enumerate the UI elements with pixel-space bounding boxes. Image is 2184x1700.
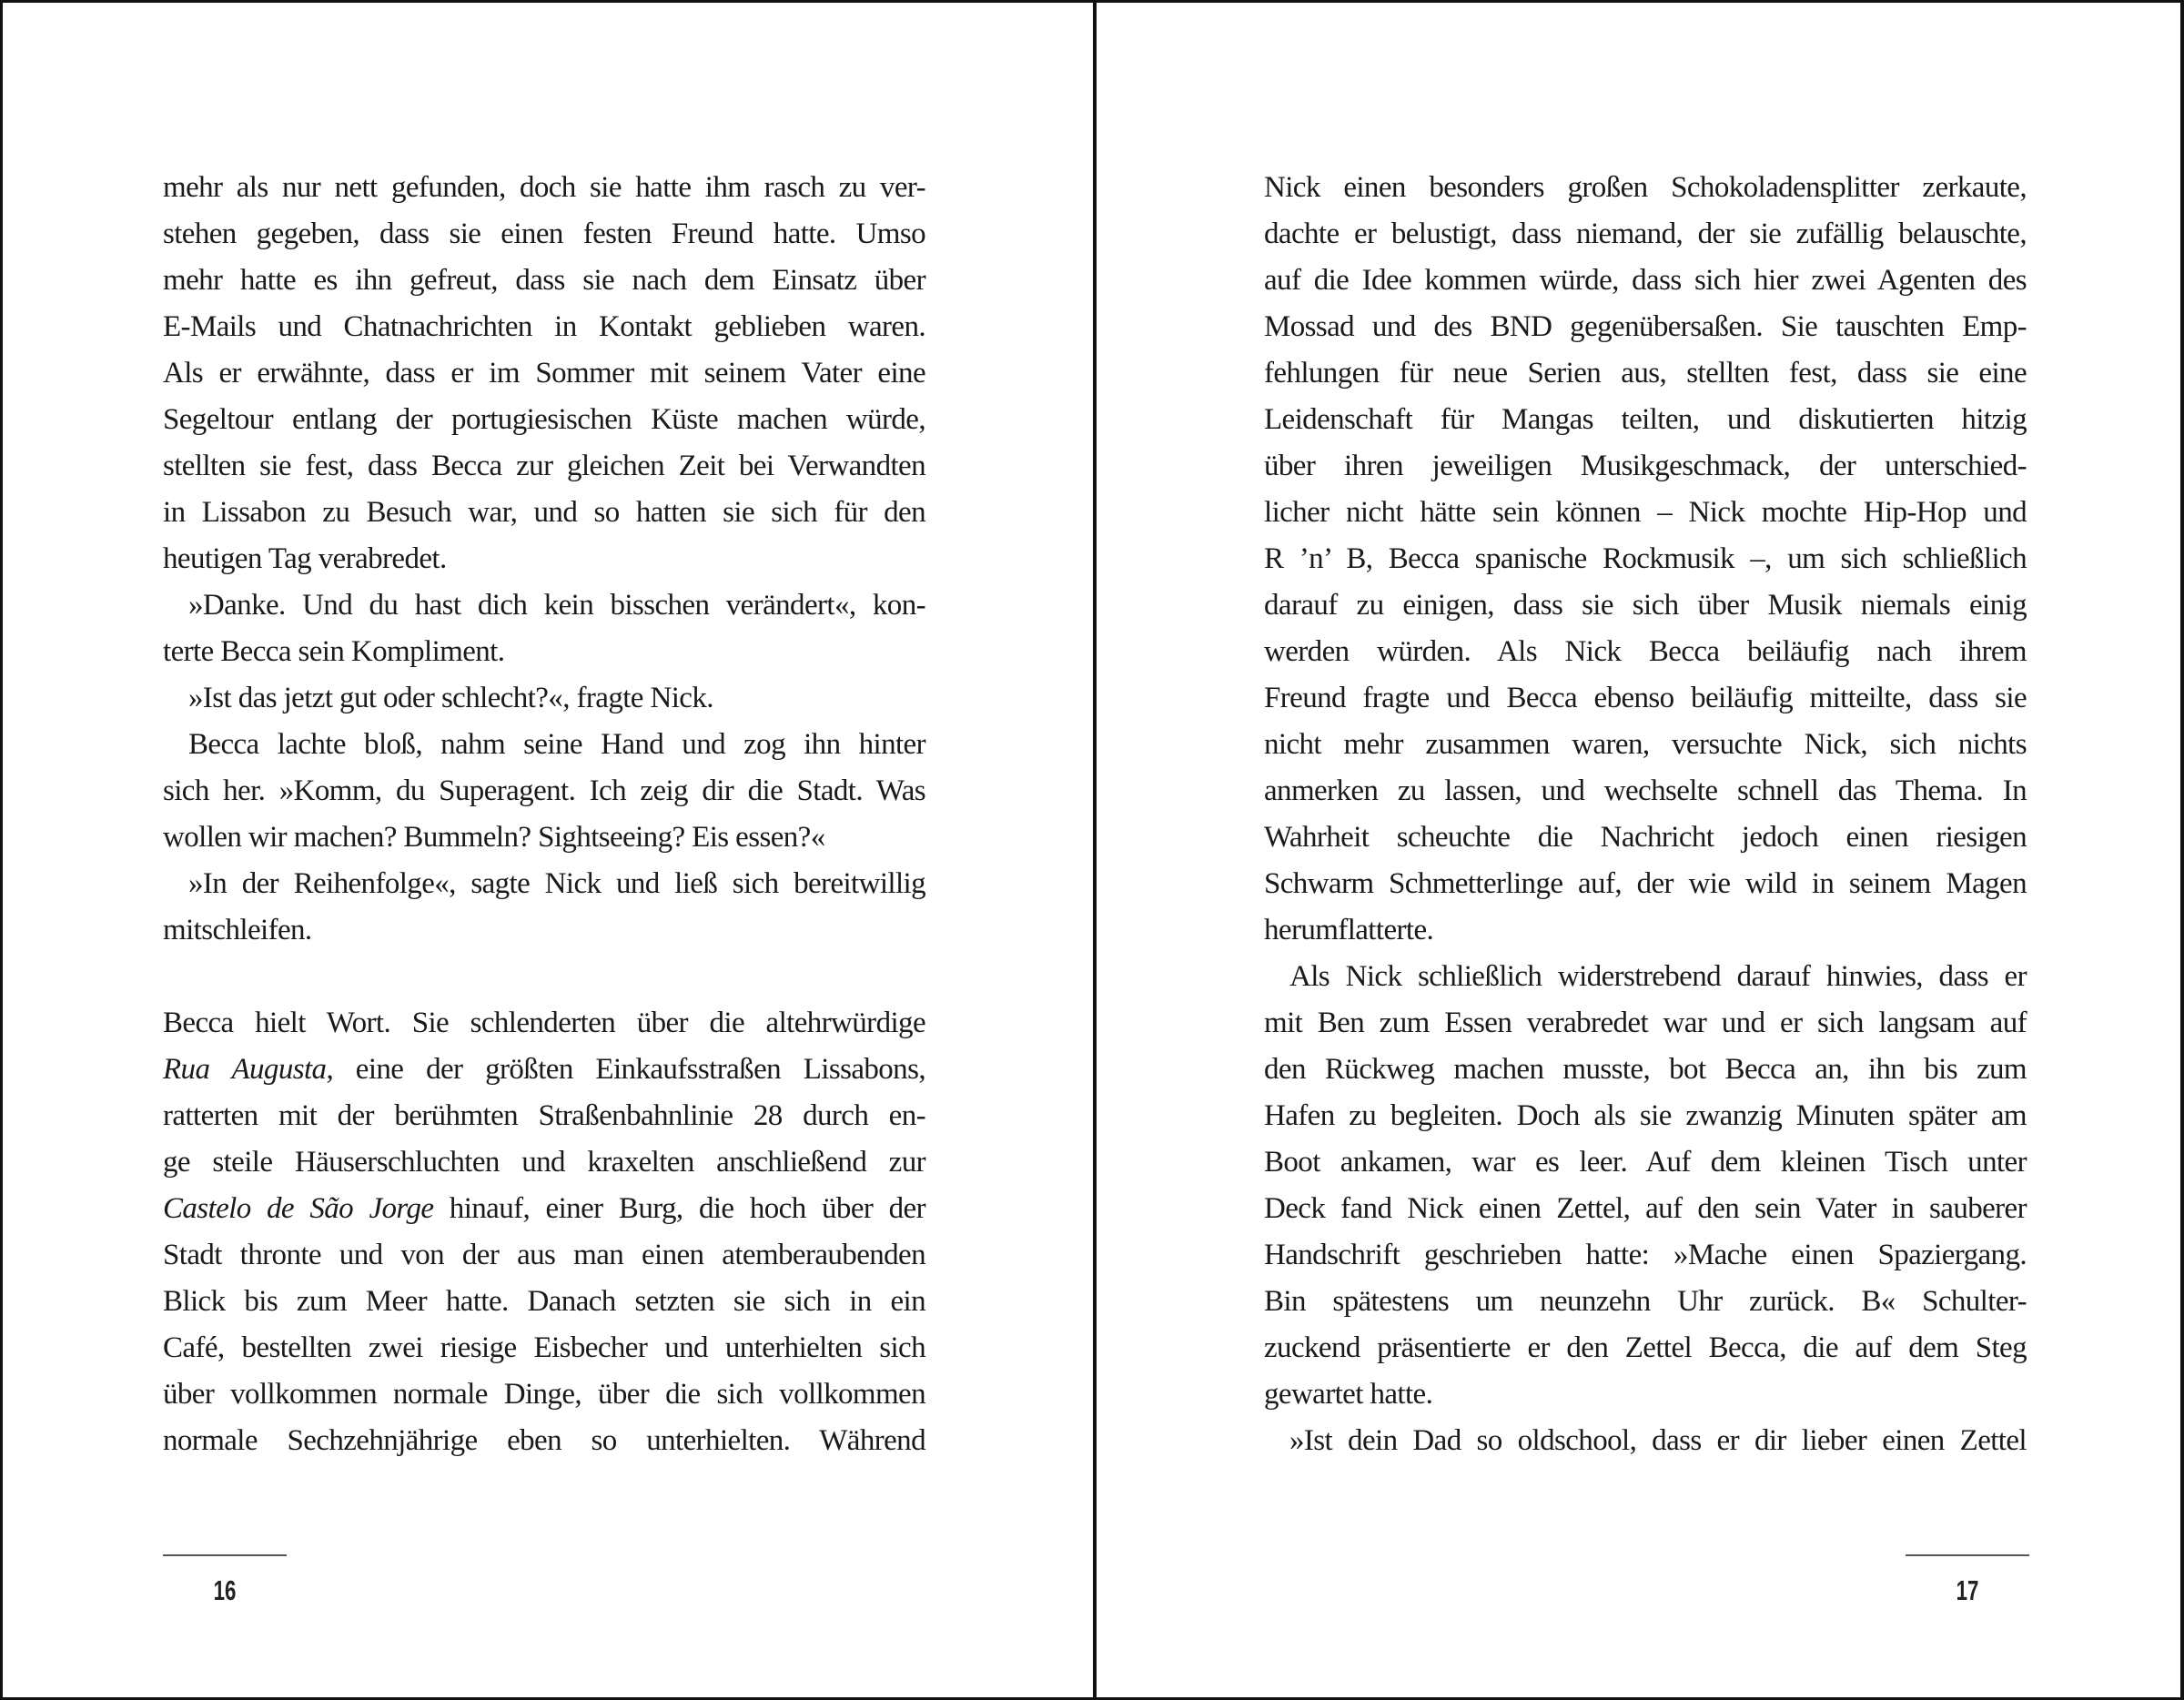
text-line: E-Mails und Chatnachrichten in Kontakt geblieben waren. [163, 310, 925, 343]
text-line: ratterten mit der berühmten Straßenbahnlinie 28 durch en- [163, 1099, 925, 1132]
footer-rule [1906, 1554, 2029, 1556]
text-line: nicht mehr zusammen waren, versuchte Nick, sich nichts [1264, 728, 2027, 761]
text-line: mit Ben zum Essen verabredet war und er sich langsam auf [1264, 1007, 2027, 1039]
text-line: »In der Reihenfolge«, sagte Nick und ließ sich bereitwillig [188, 867, 925, 900]
text-line: terte Becca sein Kompliment. [163, 635, 505, 668]
text-line: Handschrift geschrieben hatte: »Mache einen Spaziergang. [1264, 1239, 2027, 1271]
text-line: Nick einen besonders großen Schokoladensplitter zerkaute, [1264, 171, 2027, 204]
text-line: Schwarm Schmetterlinge auf, der wie wild in seinem Magen [1264, 867, 2027, 900]
text-line: dachte er belustigt, dass niemand, der sie zufällig belauschte, [1264, 218, 2027, 250]
footer-rule [163, 1554, 287, 1556]
text-line: sich her. »Komm, du Superagent. Ich zeig dir die Stadt. Was [163, 774, 925, 807]
text-line: werden würden. Als Nick Becca beiläufig nach ihrem [1264, 635, 2027, 668]
text-line-rest: hinauf, einer Burg, die hoch über der [433, 1192, 925, 1225]
text-line: Café, bestellten zwei riesige Eisbecher und unterhielten sich [163, 1331, 925, 1364]
text-line: Becca hielt Wort. Sie schlenderten über die altehrwürdige [163, 1007, 925, 1039]
text-line [163, 1186, 925, 1232]
text-line: Deck fand Nick einen Zettel, auf den sein Vater in sauberer [1264, 1192, 2027, 1225]
text-line: den Rückweg machen musste, bot Becca an, ihn bis zum [1264, 1053, 2027, 1086]
text-line: »Danke. Und du hast dich kein bisschen verändert«, kon- [188, 589, 925, 622]
text-line: wollen wir machen? Bummeln? Sightseeing? Eis essen?« [163, 821, 825, 854]
text-line: »Ist das jetzt gut oder schlecht?«, fragte Nick. [188, 682, 713, 714]
text-line: R ’n’ B, Becca spanische Rockmusik –, um sich schließlich [1264, 542, 2027, 575]
text-line: über ihren jeweiligen Musikgeschmack, der unterschied- [1264, 450, 2027, 482]
text-line: zuckend präsentierte er den Zettel Becca, die auf dem Steg [1264, 1331, 2027, 1364]
text-line: Segeltour entlang der portugiesischen Küste machen würde, [163, 403, 925, 436]
text-line: Becca lachte bloß, nahm seine Hand und zog ihn hinter [188, 728, 925, 761]
text-line: normale Sechzehnjährige eben so unterhielten. Während [163, 1424, 925, 1457]
text-line: stellten sie fest, dass Becca zur gleichen Zeit bei Verwandten [163, 450, 925, 482]
text-line: licher nicht hätte sein können – Nick mochte Hip-Hop und [1264, 496, 2027, 529]
text-line: mehr hatte es ihn gefreut, dass sie nach dem Einsatz über [163, 264, 925, 297]
text-line: anmerken zu lassen, und wechselte schnell das Thema. In [1264, 774, 2027, 807]
text-line: Boot ankamen, war es leer. Auf dem kleinen Tisch unter [1264, 1146, 2027, 1179]
text-line: mehr als nur nett gefunden, doch sie hatte ihm rasch zu ver- [163, 171, 925, 204]
text-line: darauf zu einigen, dass sie sich über Musik niemals einig [1264, 589, 2027, 622]
text-line: Freund fragte und Becca ebenso beiläufig mitteilte, dass sie [1264, 682, 2027, 714]
text-line: »Ist dein Dad so oldschool, dass er dir lieber einen Zettel [1289, 1424, 2027, 1457]
text-line: fehlungen für neue Serien aus, stellten fest, dass sie eine [1264, 357, 2027, 390]
text-line: Stadt thronte und von der aus man einen atemberaubenden [163, 1239, 925, 1271]
text-line: Als Nick schließlich widerstrebend darauf hinwies, dass er [1289, 960, 2027, 993]
left-page [3, 3, 1091, 1697]
section-break [163, 954, 925, 1000]
text-line: herumflatterte. [1264, 914, 1434, 946]
text-line: heutigen Tag verabredet. [163, 542, 447, 575]
text-line: Bin spätestens um neunzehn Uhr zurück. B« Schulter- [1264, 1285, 2027, 1318]
text-line: stehen gegeben, dass sie einen festen Freund hatte. Umso [163, 218, 925, 250]
text-line: ge steile Häuserschluchten und kraxelten anschließend zur [163, 1146, 925, 1179]
text-line: Blick bis zum Meer hatte. Danach setzten sie sich in ein [163, 1285, 925, 1318]
text-line: Leidenschaft für Mangas teilten, und diskutierten hitzig [1264, 403, 2027, 436]
text-line [163, 1047, 925, 1093]
text-line: in Lissabon zu Besuch war, und so hatten sie sich für den [163, 496, 925, 529]
text-line: Hafen zu begleiten. Doch als sie zwanzig Minuten später am [1264, 1099, 2027, 1132]
page-number: 17 [1956, 1574, 1979, 1606]
right-page [1097, 3, 2184, 1697]
text-line: auf die Idee kommen würde, dass sich hier zwei Agenten des [1264, 264, 2027, 297]
italic-place-name: Castelo de São Jorge [163, 1192, 434, 1225]
right-page-body [1264, 165, 2027, 1464]
text-line: gewartet hatte. [1264, 1378, 1433, 1411]
text-line: Als er erwähnte, dass er im Sommer mit seinem Vater eine [163, 357, 925, 390]
text-line-rest: , eine der größten Einkaufsstraßen Lissabons, [326, 1053, 925, 1086]
italic-place-name: Rua Augusta [163, 1053, 327, 1086]
text-line: über vollkommen normale Dinge, über die sich vollkommen [163, 1378, 925, 1411]
page-number: 16 [213, 1574, 237, 1606]
left-page-body [163, 165, 925, 1464]
text-line: Mossad und des BND gegenübersaßen. Sie tauschten Emp- [1264, 310, 2027, 343]
text-line: mitschleifen. [163, 914, 312, 946]
text-line: Wahrheit scheuchte die Nachricht jedoch einen riesigen [1264, 821, 2027, 854]
